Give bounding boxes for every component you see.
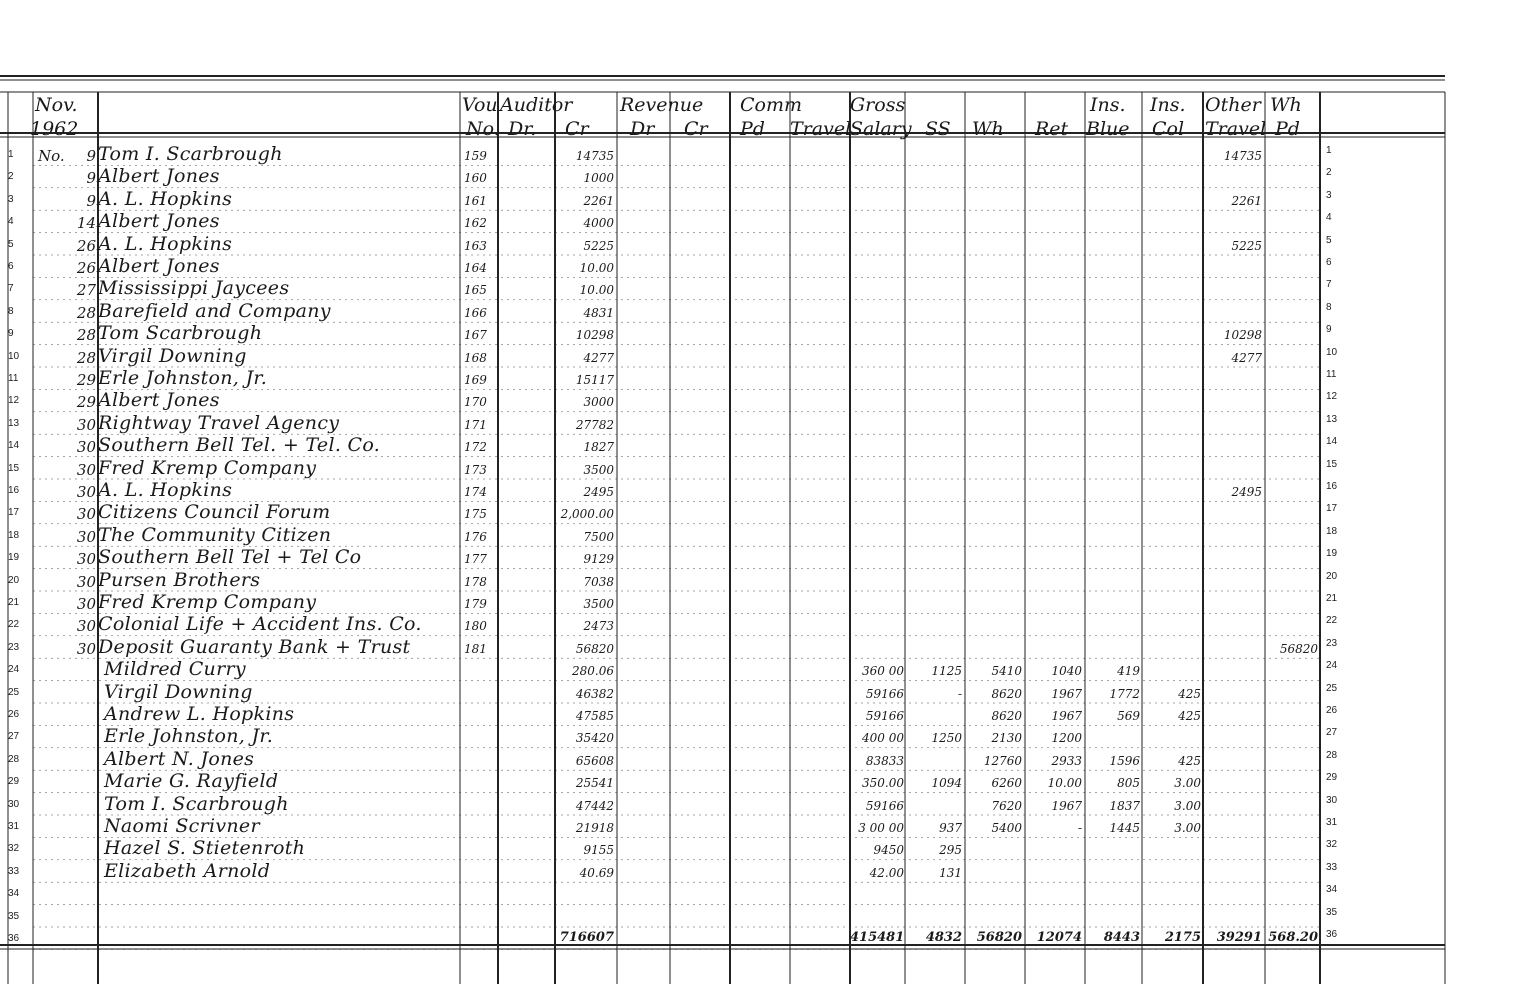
row-number-right: 24 [1326,660,1338,672]
voucher-number: 161 [464,193,487,208]
row-number-right: 9 [1326,324,1332,336]
header-revenue-dr: Dr [630,118,655,140]
entry-day: 26 [76,259,96,277]
row-number-left: 7 [8,283,14,295]
other-travel: 5225 [1231,238,1262,253]
month-label: Nov. [35,94,78,116]
row-number-left: 35 [8,910,20,922]
gross-salary: 3 00 00 [858,821,904,835]
entry-day: 30 [76,617,96,636]
row-number-left: 14 [8,440,20,452]
row-number-left: 2 [8,171,14,183]
row-number-right: 13 [1326,413,1338,425]
header-auditor: Auditor [500,94,573,116]
header-auditor-dr: Dr. [508,118,537,140]
gross-salary: 59166 [865,686,904,701]
wh: 6260 [991,776,1022,791]
auditor-cr: 4277 [583,350,614,365]
row-number-right: 2 [1326,167,1332,179]
entry-day: 28 [76,326,96,345]
ss: 295 [939,843,962,858]
row-number-left: 3 [8,193,14,205]
voucher-number: 181 [464,641,487,656]
header-revenue-cr: Cr [684,118,708,140]
header-ins-col: Col [1152,118,1185,140]
entry-day: 30 [76,639,96,658]
total-wh-pd: 568.20 [1268,930,1318,945]
ss: 131 [939,865,962,880]
auditor-cr: 2495 [583,485,614,499]
row-number-left: 26 [8,709,20,720]
auditor-cr: 65608 [575,753,614,768]
row-number-left: 27 [8,731,20,743]
gross-salary: 59166 [865,798,904,813]
entry-name: Erle Johnston, Jr. [98,367,268,389]
entry-name: Erle Johnston, Jr. [104,725,274,748]
entry-day: 30 [76,527,96,546]
auditor-cr: 9129 [583,552,614,567]
auditor-cr: 15117 [575,373,614,387]
wh: 8620 [991,686,1022,701]
ins-blue: 1837 [1109,798,1140,813]
entry-day: 30 [76,505,96,524]
ss: 937 [939,821,962,835]
header-other-travel: Travel [1205,118,1267,140]
row-number-right: 4 [1326,212,1332,224]
entry-name: Fred Kremp Company [98,456,317,479]
auditor-cr: 9155 [583,843,614,858]
header-revenue: Revenue [620,94,704,116]
auditor-cr: 280.06 [572,664,614,679]
row-number-left: 31 [8,821,20,832]
ret: 1967 [1051,709,1082,723]
auditor-cr: 7038 [583,574,614,589]
total-other-travel: 39291 [1216,930,1262,945]
wh: 5400 [991,821,1022,835]
auditor-cr: 46382 [575,686,614,701]
row-number-left: 8 [8,305,14,317]
row-number-right: 3 [1326,189,1332,201]
entry-day: 9 [86,169,96,188]
voucher-number: 173 [464,462,487,477]
entry-name: A. L. Hopkins [98,232,233,255]
entry-name: Citizens Council Forum [98,501,331,524]
entry-name: Rightway Travel Agency [98,411,340,434]
header-ins-blue: Blue [1086,118,1130,140]
voucher-number: 168 [464,350,487,365]
gross-salary: 9450 [873,843,904,858]
wh: 12760 [983,753,1022,768]
gross-salary: 83833 [865,753,904,768]
header-other-travel: Other [1205,94,1261,116]
entry-day: 30 [76,550,96,569]
row-number-left: 32 [8,843,20,855]
auditor-cr: 10298 [575,328,614,343]
wh: 5410 [991,664,1022,679]
entry-name: Hazel S. Stietenroth [104,837,306,860]
other-travel: 10298 [1223,328,1262,343]
ss: 1125 [931,664,962,679]
total-ins-col: 2175 [1164,930,1201,945]
voucher-number: 175 [464,507,487,522]
ins-col: 425 [1178,709,1201,723]
entry-day: 14 [76,214,96,233]
entry-name: The Community Citizen [98,523,332,546]
ret: 10.00 [1047,776,1082,791]
row-number-left: 15 [8,462,20,474]
row-number-left: 18 [8,529,20,541]
ins-col: 425 [1178,753,1201,768]
auditor-cr: 40.69 [579,865,614,880]
header-wh-pd: Pd [1275,118,1300,140]
row-number-right: 15 [1326,458,1338,470]
gross-salary: 59166 [865,709,904,723]
entry-name: Southern Bell Tel. + Tel. Co. [98,434,381,457]
row-number-left: 28 [8,753,20,765]
auditor-cr: 2473 [583,619,614,634]
row-number-right: 14 [1326,436,1338,448]
voucher-number: 159 [464,149,487,163]
entry-name: Fred Kremp Company [98,591,317,613]
auditor-cr: 4831 [583,305,614,320]
row-number-right: 7 [1326,279,1332,291]
row-number-right: 17 [1326,503,1338,515]
ret: 1967 [1051,798,1082,813]
row-number-right: 33 [1326,861,1338,873]
row-number-left: 33 [8,865,20,877]
row-number-left: 22 [8,619,20,631]
entry-name: Mildred Curry [104,658,246,681]
entry-day: 28 [76,348,96,367]
voucher-number: 169 [464,373,487,387]
entry-name: Virgil Downing [98,344,247,367]
entry-name: Naomi Scrivner [104,815,260,837]
auditor-cr: 2261 [583,193,614,208]
ss: 1250 [931,731,962,746]
auditor-cr: 3500 [583,597,614,611]
total-ret: 12074 [1036,930,1082,945]
total-auditor-cr: 716607 [559,930,614,945]
auditor-cr: 47585 [575,709,614,723]
voucher-number: 177 [464,552,487,567]
auditor-cr: 47442 [575,798,614,813]
total-ss: 4832 [925,930,962,945]
row-number-right: 27 [1326,727,1338,739]
ins-col: 425 [1178,686,1201,701]
row-number-right: 23 [1326,637,1338,649]
row-number-right: 16 [1326,481,1338,492]
entry-day: 30 [76,572,96,591]
row-number-left: 23 [8,641,20,653]
voucher-number: 171 [464,417,487,432]
row-number-left: 10 [8,350,20,362]
entry-name: Mississippi Jaycees [98,277,290,300]
other-travel: 4277 [1231,350,1262,365]
wh-pd: 56820 [1279,641,1318,656]
entry-name: Deposit Guaranty Bank + Trust [98,635,411,658]
header-voucher-no: No. [466,118,500,140]
row-number-right: 30 [1326,794,1338,806]
voucher-number: 180 [464,619,487,634]
other-travel: 14735 [1223,149,1262,163]
auditor-cr: 1000 [583,171,614,186]
gross-salary: 42.00 [869,865,904,880]
row-number-left: 21 [8,597,20,608]
ss: 1094 [931,776,962,791]
row-number-right: 10 [1326,346,1338,358]
auditor-cr: 10.00 [579,283,614,298]
entry-name: Albert Jones [98,210,220,233]
ins-blue: 1596 [1109,753,1140,768]
header-voucher-no: Vou [462,94,498,116]
auditor-cr: 14735 [575,149,614,163]
row-number-right: 28 [1326,749,1338,761]
gross-salary: 350.00 [862,776,904,791]
entry-day: 29 [76,393,96,412]
header-ss: SS [925,118,951,140]
row-number-left: 11 [8,373,19,384]
row-number-left: 12 [8,395,20,407]
row-number-left: 25 [8,686,20,698]
ins-col: 3.00 [1174,798,1201,813]
entry-name: Tom I. Scarbrough [104,792,289,815]
voucher-number: 162 [464,216,487,231]
entry-day: 30 [76,460,96,479]
row-number-right: 1 [1326,145,1332,156]
row-number-left: 19 [8,552,20,564]
entry-day: 27 [76,281,96,300]
header-wh-pd: Wh [1270,94,1302,116]
header-comm-travel: Travel [790,118,852,140]
year-label: 1962 [30,118,79,140]
voucher-number: 176 [464,529,487,544]
voucher-number: 179 [464,597,487,611]
ret: 2933 [1051,753,1082,768]
row-number-left: 24 [8,664,20,676]
other-travel: 2261 [1231,193,1262,208]
entry-name: A. L. Hopkins [98,187,233,210]
auditor-cr: 25541 [575,776,614,791]
ins-col: 3.00 [1174,776,1201,791]
voucher-number: 174 [464,485,487,499]
row-number-right: 5 [1326,234,1332,246]
header-ins-col: Ins. [1150,94,1186,116]
entry-name: Pursen Brothers [98,568,261,591]
auditor-cr: 1827 [583,440,614,455]
voucher-number: 170 [464,395,487,410]
header-gross: Gross [850,94,906,116]
header-gross-salary: Salary [850,118,912,140]
row-number-right: 29 [1326,772,1338,784]
header-ins-blue: Ins. [1090,94,1126,116]
voucher-number: 178 [464,574,487,589]
voucher-number: 163 [464,238,487,253]
entry-day: 30 [76,483,96,501]
auditor-cr: 3000 [583,395,614,410]
entry-day: 28 [76,303,96,322]
voucher-number: 165 [464,283,487,298]
other-travel: 2495 [1231,485,1262,499]
ret: - [1077,821,1082,835]
row-number-right: 25 [1326,682,1338,694]
ret: 1967 [1051,686,1082,701]
header-comm: Comm [740,94,803,116]
row-number-right: 6 [1326,257,1332,268]
row-number-right: 31 [1326,817,1338,828]
header-auditor-cr: Cr [565,118,589,140]
entry-name: Tom Scarbrough [98,322,263,345]
voucher-number: 164 [464,261,487,275]
wh: 7620 [991,798,1022,813]
entry-day: 29 [76,371,96,389]
ins-col: 3.00 [1174,821,1201,835]
voucher-number: 166 [464,305,487,320]
auditor-cr: 21918 [575,821,614,835]
voucher-number: 160 [464,171,487,186]
row-number-left: 17 [8,507,20,519]
header-wh: Wh [972,118,1004,140]
row-number-left: 9 [8,328,14,340]
row-number-right: 20 [1326,570,1338,582]
auditor-cr: 7500 [583,529,614,544]
auditor-cr: 4000 [583,216,614,231]
row-number-right: 36 [1326,929,1338,940]
row-number-right: 19 [1326,548,1338,560]
ss: - [957,686,962,701]
entry-name: Virgil Downing [104,680,253,703]
row-number-left: 34 [8,888,20,900]
entry-day: 30 [76,595,96,613]
row-number-left: 6 [8,261,14,272]
header-ret: Ret [1035,118,1069,140]
gross-salary: 400 00 [862,731,904,746]
row-number-right: 12 [1326,391,1338,403]
entry-name: Barefield and Company [98,299,331,322]
row-number-right: 22 [1326,615,1338,627]
gross-salary: 360 00 [862,664,904,679]
entry-name: Southern Bell Tel + Tel Co [98,546,362,569]
row-number-left: 4 [8,216,14,228]
auditor-cr: 56820 [575,641,614,656]
ins-blue: 419 [1117,664,1140,679]
entry-name: Albert N. Jones [104,747,255,770]
ins-blue: 805 [1117,776,1140,791]
row-number-right: 21 [1326,593,1338,604]
auditor-cr: 3500 [583,462,614,477]
entry-name: A. L. Hopkins [98,479,233,501]
auditor-cr: 10.00 [579,261,614,275]
total-wh: 56820 [976,930,1022,945]
auditor-cr: 2,000.00 [560,507,614,522]
entry-day: 30 [76,415,96,434]
row-number-left: 1 [8,149,14,160]
month-abbrev: No. [38,147,65,165]
row-number-left: 5 [8,238,14,250]
ret: 1200 [1051,731,1082,746]
row-number-right: 18 [1326,525,1338,537]
auditor-cr: 5225 [583,238,614,253]
wh: 8620 [991,709,1022,723]
row-number-right: 8 [1326,301,1332,313]
row-number-right: 26 [1326,705,1338,716]
total-gross-salary: 415481 [850,930,905,945]
entry-name: Andrew L. Hopkins [104,703,295,725]
entry-name: Albert Jones [98,255,220,277]
total-ins-blue: 8443 [1103,930,1140,945]
row-number-left: 30 [8,798,20,810]
voucher-number: 172 [464,440,487,455]
voucher-number: 167 [464,328,487,343]
row-number-left: 16 [8,485,20,496]
row-number-left: 29 [8,776,20,788]
auditor-cr: 35420 [575,731,614,746]
row-number-right: 11 [1326,369,1337,380]
entry-name: Albert Jones [98,165,220,188]
row-number-left: 13 [8,417,20,429]
row-number-left: 36 [8,933,20,944]
entry-name: Albert Jones [98,389,220,412]
ins-blue: 569 [1117,709,1140,723]
ins-blue: 1772 [1109,686,1140,701]
header-comm-pd: Pd [740,118,765,140]
entry-day: 9 [86,191,96,210]
row-number-right: 35 [1326,906,1338,918]
entry-day: 9 [86,147,96,165]
auditor-cr: 27782 [575,417,614,432]
entry-name: Marie G. Rayfield [104,770,279,793]
entry-name: Elizabeth Arnold [104,859,271,882]
ins-blue: 1445 [1109,821,1140,835]
ret: 1040 [1051,664,1082,679]
entry-day: 30 [76,438,96,457]
entry-name: Colonial Life + Accident Ins. Co. [98,613,422,636]
entry-day: 26 [76,236,96,255]
row-number-right: 32 [1326,839,1338,851]
entry-name: Tom I. Scarbrough [98,143,283,165]
row-number-right: 34 [1326,884,1338,896]
wh: 2130 [991,731,1022,746]
row-number-left: 20 [8,574,20,586]
